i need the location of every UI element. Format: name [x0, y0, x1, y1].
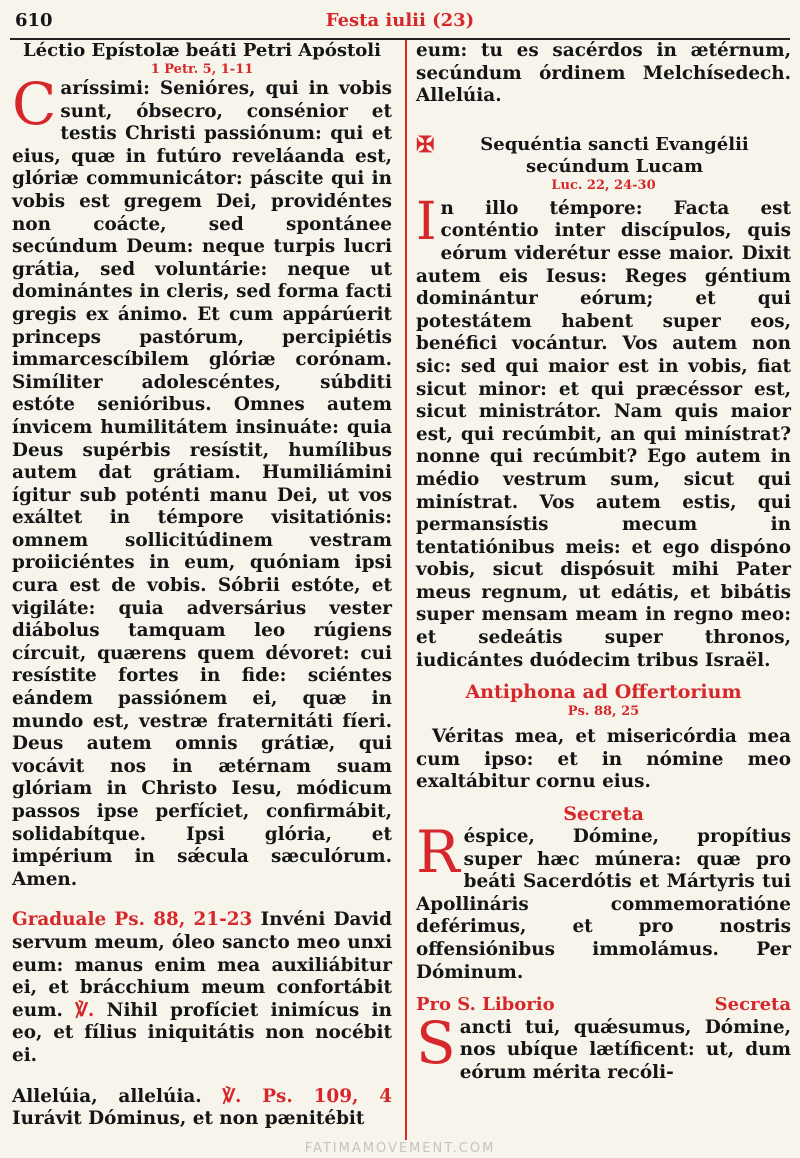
epistle-title: Léctio Epístolæ beáti Petri Apóstoli — [23, 40, 381, 61]
alleluia-text-2: Iurávit Dóminus, et non pænitébit — [12, 1108, 365, 1130]
page-number: 610 — [15, 10, 53, 31]
epistle-initial: C — [12, 70, 57, 138]
secret-text — [416, 818, 791, 984]
versicle-symbol: ℣. — [75, 999, 95, 1021]
epistle-text — [12, 70, 392, 891]
column-divider — [405, 40, 407, 1140]
gradual — [12, 909, 392, 1067]
alleluia — [12, 1086, 392, 1131]
liborio-heading — [416, 994, 791, 1017]
alleluia-text: Allelúia, allelúia. — [12, 1085, 202, 1107]
gradual-text-2: Nihil profíciet inimícus in eo, et fílius iniquitátis non nocébit ei. — [12, 999, 392, 1066]
liborio-text — [416, 1008, 791, 1085]
gradual-label: Graduale Ps. 88, 21-23 — [12, 909, 253, 931]
gospel-reference: Luc. 22, 24-30 — [551, 177, 656, 193]
alleluia-continued: eum: tu es sacérdos in ætérnum, secúndum órdinem Melchísedech. Allelúia. — [416, 40, 791, 107]
epistle-reference: 1 Petr. 5, 1-11 — [150, 62, 254, 77]
secret-body: éspice, Dómine, propítius super hæc múnera: quæ pro beáti Sacerdótis et Mártyris tui Apollináris commemoratióne deférimus, et pro nostris offensiónibus immolámus. Per Dóminum. — [416, 826, 791, 983]
offertory-text: Véritas mea, et misericórdia mea cum ipso: et in nómine meo exaltábitur cornu eius. — [416, 726, 791, 793]
secret-initial: R — [416, 818, 460, 887]
gospel-heading — [416, 131, 791, 194]
gospel-text — [416, 191, 791, 672]
cross-icon: ✠ — [416, 131, 435, 158]
gospel-title: Sequéntia sancti Evangélii secúndum Lucam — [480, 133, 749, 177]
gospel-body: n illo témpore: Facta est conténtio inter discípulos, quis eórum viderétur esse maior. Dixit autem eis Iesus: Reges géntium dominántur eórum; et qui potestátem habent super eos, benéfici vocántur. Vos autem non sic: sed qui maior est in vobis, fiat sicut minor: et qui præcéssor est, sicut ministrátor. Nam quis maior est, qui recúmbit, an qui minístrat? nonne qui recúmbit? Ego autem in médio vestrum sum, sicut qui minístrat. Vos autem estis, qui permansístis mecum in tentatiónibus meis: et ego dispóno vobis, sicut dispósuit mihi Pater meus regnum, ut edátis, et bibátis super mensam meam in regno meo: et sedeátis super thronos, iudicántes duódecim tribus Israël. — [416, 197, 791, 671]
gospel-initial: I — [416, 191, 437, 252]
watermark: FATIMAMOVEMENT.COM — [304, 1141, 496, 1156]
epistle-body: aríssimi: Senióres, qui in vobis sunt, óbsecro, consénior et testis Christi passiónum: qui et eius, quæ in futúro reveláanda est, glóriæ communicátor: páscite qui in vobis est gregem Dei, providéntes non coácte, sed spontánee secúndum Deum: neque turpis lucri grátia, sed voluntárie: neque ut dominántes in cleris, sed forma facti gregis ex ánimo. Et cum appárúerit princeps pastórum, percipiétis immarcescíbilem glóriæ corónam. Simíliter adolescéntes, súbditi estóte senióribus. Omnes autem ínvicem humilitátem insinuáte: quia Deus supérbis resístit, humílibus autem dat grátiam. Humiliámini ígitur sub poténti manu Dei, ut vos exáltet in témpore visitatiónis: omnem sollicitúdinem vestram proiiciéntes in eum, quóniam ipsi cura est de vobis. Sóbrii estóte, et vigiláte: quia adversárius vester diábolus tamquam leo rúgiens círcuit, quærens quem dévoret: cui resístite fortes in fide: sciéntes eándem passiónem ei, quæ in mundo est, vestræ fraternitáti fíeri. Deus autem omnis grátiæ, qui vocávit nos in ætérnam suam glóriam in Christo Iesu, módicum passos ipse perfíciet, confirmábit, solidabítque. Ipsi glória, et impérium in sǽcula sæculórum. Amen. — [12, 78, 392, 890]
offertory-reference: Ps. 88, 25 — [567, 704, 640, 720]
gradual-text: Invéni David servum meum, óleo sancto meo unxi eum: manus enim mea auxiliábitur ei, et brácchium meum confortábit eum. — [12, 909, 392, 1021]
liborio-secret-label: Secreta — [714, 994, 791, 1016]
liborio-label: Pro S. Liborio — [416, 994, 555, 1016]
liborio-initial: S — [416, 1008, 456, 1077]
left-column — [12, 40, 392, 1131]
secret-title: Secreta — [563, 803, 644, 826]
offertory-title: Antiphona ad Offertorium — [465, 681, 742, 704]
alleluia-ref: ℣. Ps. 109, 4 — [222, 1085, 392, 1107]
right-column — [416, 40, 791, 1085]
liborio-body: ancti tui, quǽsumus, Dómine, nos ubíque lætíficent: ut, dum eórum mérita recóli- — [459, 1016, 791, 1083]
running-head: Festa iulii (23) — [325, 10, 475, 31]
